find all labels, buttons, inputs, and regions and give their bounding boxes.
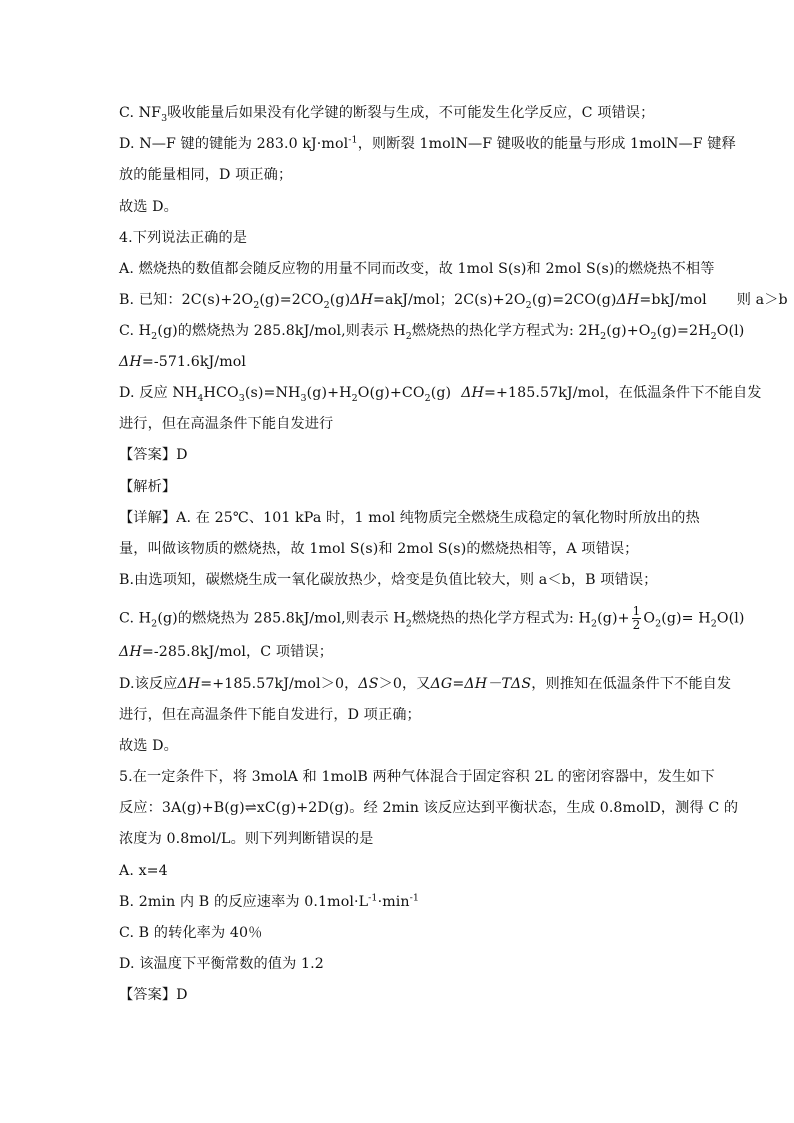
question-5-text-cont: 浓度为 0.8mol/L。则下列判断错误的是	[119, 831, 374, 847]
explanation-b: B.由选项知，碳燃烧生成一氧化碳放热少，焓变是负值比较大，则 a＜b，B 项错误；	[119, 572, 658, 588]
q4-option-c-cont: ΔH=-571.6kJ/mol	[119, 354, 247, 370]
explanation-d: D.该反应ΔH=+185.57kJ/mol＞0，ΔS＞0，又ΔG=ΔH－TΔS，则推知在低温条件下不能自发	[119, 676, 732, 692]
answer-label-2: 【答案】D	[119, 987, 188, 1003]
question-5-text: 反应：3A(g)+B(g)⇌xC(g)+2D(g)。经 2min 该反应达到平衡状态，生成 0.8molD，测得 C 的	[119, 800, 739, 816]
question-4-title: 4.下列说法正确的是	[119, 230, 248, 246]
explanation-a: 【详解】A. 在 25℃、101 kPa 时，1 mol 纯物质完全燃烧生成稳定的氧化物时所放出的热	[119, 510, 700, 526]
q5-option-a: A. x=4	[119, 863, 168, 879]
explanation-c-cont: ΔH=-285.8kJ/mol，C 项错误；	[119, 644, 334, 660]
explanation-a-cont: 量，叫做该物质的燃烧热，故 1mol S(s)和 2mol S(s)的燃烧热相等，A 项错误；	[119, 541, 639, 557]
conclusion-text-2: 故选 D。	[119, 738, 178, 754]
q5-option-c: C. B 的转化率为 40％	[119, 925, 263, 941]
explanation-c: C. $H_2(g)$的燃烧热为 285.8kJ/mol,则表示 $H_2$燃烧热的热化学方程式为: $H_2(g)+$ $\frac{1}{2}$ $O_2(g)= H_2O(l)$	[119, 604, 745, 632]
q5-option-d: D. 该温度下平衡常数的值为 1.2	[119, 956, 324, 972]
option-d-text: D. N—F 键的键能为 283.0 kJ·mol$^{-1}$，则断裂 1molN—F 键吸收的能量与形成 1molN—F 键释	[119, 134, 736, 152]
q4-option-c: C. $H_2(g)$的燃烧热为 285.8kJ/mol,则表示 $H_2$燃烧热的热化学方程式为: $2H_2(g)+O_2(g)=2H_2O(l)$	[119, 323, 745, 342]
q5-option-b: B. 2min 内 B 的反应速率为 $0.1mol\cdot L^{-1}\cdot\min^{-1}$	[119, 892, 420, 910]
option-d-text-cont: 放的能量相同，D 项正确；	[119, 167, 293, 183]
q4-option-b: B. 已知：$2C(s)+2O_2(g)=2CO_2(g)\Delta H=akJ$/mol；$2C(s)+2O_2(g)=2CO(g)\Delta H=bkJ$/mol 则 a＞b	[119, 292, 788, 311]
fraction-one-half: $\frac{1}{2}$	[632, 604, 641, 632]
option-c-text: C. $NF_3$吸收能量后如果没有化学键的断裂与生成，不可能发生化学反应，C 项错误；	[119, 105, 655, 124]
q4-option-d: D. 反应 $NH_4HCO_3(s)=NH_3(g)+H_2O(g)+CO_2(g)$ ΔH=+185.57kJ/mol，在低温条件下不能自发	[119, 385, 762, 404]
conclusion-text: 故选 D。	[119, 199, 178, 215]
analysis-label: 【解析】	[119, 479, 177, 495]
q4-option-a: A. 燃烧热的数值都会随反应物的用量不同而改变，故 1mol S(s)和 2mol S(s)的燃烧热不相等	[119, 261, 715, 277]
question-5-title: 5.在一定条件下，将 3molA 和 1molB 两种气体混合于固定容积 2L 的密闭容器中，发生如下	[119, 769, 715, 785]
explanation-d-cont: 进行，但在高温条件下能自发进行，D 项正确；	[119, 707, 421, 723]
q4-option-d-cont: 进行，但在高温条件下能自发进行	[119, 416, 334, 432]
answer-label: 【答案】D	[119, 447, 188, 463]
